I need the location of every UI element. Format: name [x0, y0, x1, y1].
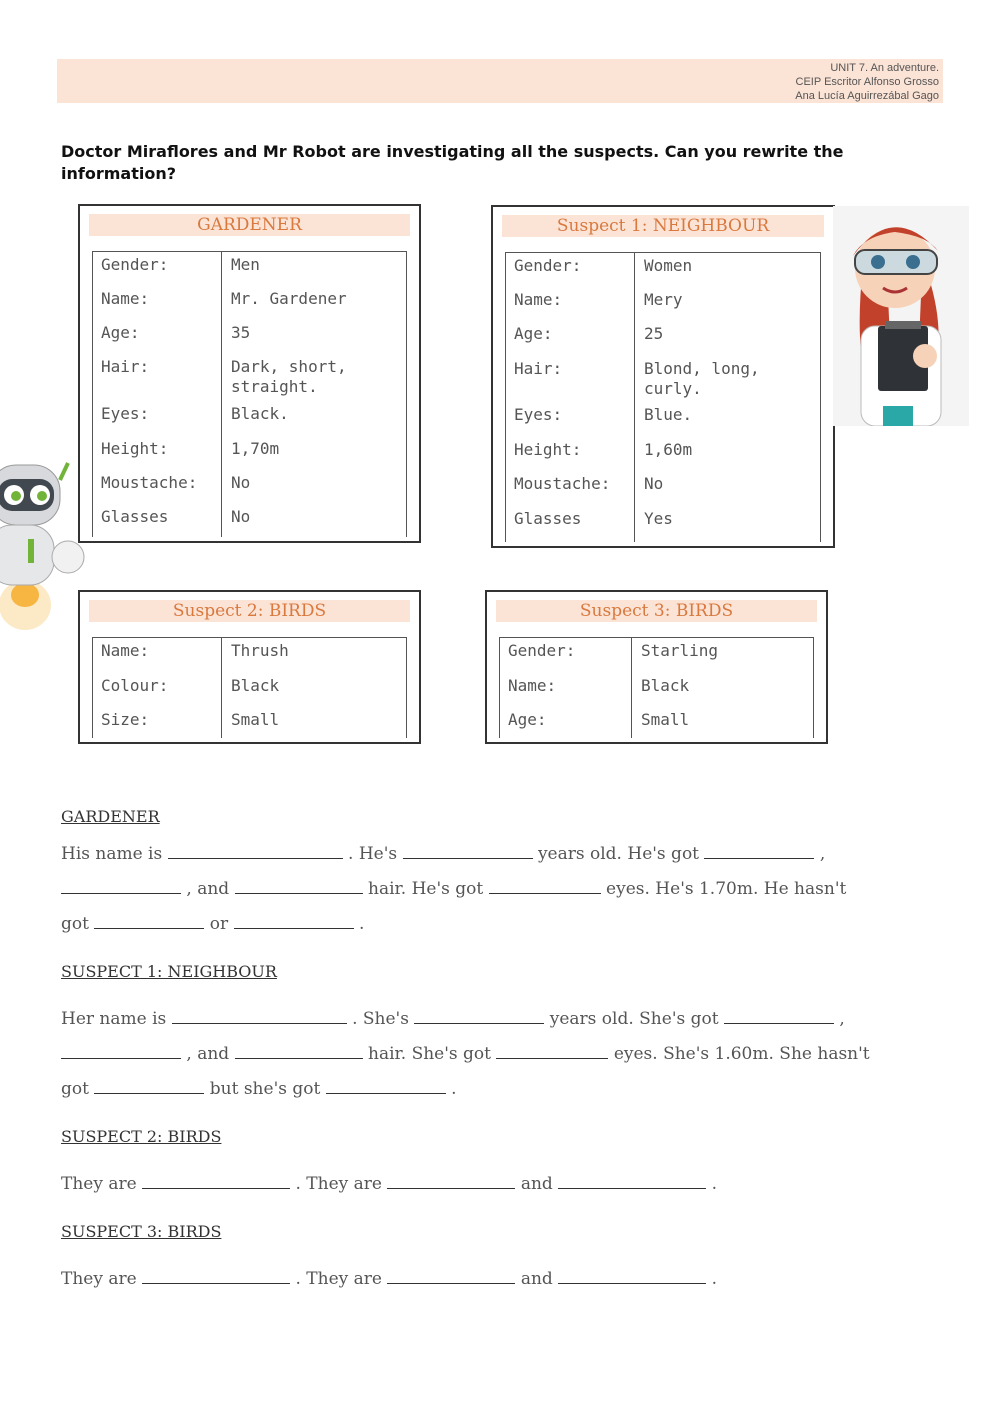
answer-blank[interactable] [496, 1044, 608, 1059]
answer-blank[interactable] [172, 1009, 347, 1024]
card-grid: Name: Thrush Colour: Black Size: Small [92, 637, 407, 738]
answer-blank[interactable] [724, 1009, 834, 1024]
card-grid: Gender: Women Name: Mery Age: 25 Hair: Blond, long, curly. Eyes: Blue. Height: 1,60m Moustache: No Glasses Yes [505, 252, 821, 542]
card-title: Suspect 1: NEIGHBOUR [502, 215, 824, 237]
section-head-birds-2: SUSPECT 2: BIRDS [61, 1127, 222, 1146]
header-author: Ana Lucía Aguirrezábal Gago [795, 90, 939, 102]
header-band [57, 59, 943, 103]
card-gardener [78, 204, 421, 543]
card-grid: Gender: Starling Name: Black Age: Small [499, 637, 814, 738]
card-birds-3 [485, 590, 828, 744]
answer-blank[interactable] [94, 914, 204, 929]
robot-illustration-icon [0, 455, 90, 635]
section-head-gardener: GARDENER [61, 807, 160, 826]
exercise-line: , and hair. He's got eyes. He's 1.70m. He hasn't [61, 879, 951, 899]
doctor-illustration-icon [833, 206, 969, 426]
header-unit: UNIT 7. An adventure. [830, 62, 939, 74]
exercise-line: They are . They are and . [61, 1269, 717, 1289]
answer-blank[interactable] [94, 1079, 204, 1094]
answer-blank[interactable] [489, 879, 601, 894]
card-title: Suspect 3: BIRDS [496, 600, 817, 622]
answer-blank[interactable] [558, 1174, 706, 1189]
answer-blank[interactable] [235, 1044, 363, 1059]
answer-blank[interactable] [326, 1079, 446, 1094]
exercise-line: His name is . He's years old. He's got , [61, 844, 826, 864]
answer-blank[interactable] [403, 844, 533, 859]
section-head-birds-3: SUSPECT 3: BIRDS [61, 1222, 222, 1241]
card-title: GARDENER [89, 214, 410, 236]
card-grid: Gender: Men Name: Mr. Gardener Age: 35 Hair: Dark, short, straight. Eyes: Black. Height: 1,70m Moustache: No Glasses No [92, 251, 407, 537]
answer-blank[interactable] [387, 1269, 515, 1284]
section-head-neighbour: SUSPECT 1: NEIGHBOUR [61, 962, 277, 981]
answer-blank[interactable] [168, 844, 343, 859]
answer-blank[interactable] [387, 1174, 515, 1189]
answer-blank[interactable] [235, 879, 363, 894]
card-birds-2 [78, 590, 421, 744]
answer-blank[interactable] [558, 1269, 706, 1284]
answer-blank[interactable] [142, 1269, 290, 1284]
answer-blank[interactable] [234, 914, 354, 929]
card-title: Suspect 2: BIRDS [89, 600, 410, 622]
exercise-line: They are . They are and . [61, 1174, 717, 1194]
card-neighbour [491, 205, 835, 548]
header-info [795, 61, 939, 103]
exercise-line: got but she's got . [61, 1079, 457, 1099]
answer-blank[interactable] [61, 879, 181, 894]
exercise-line: Her name is . She's years old. She's got , [61, 1009, 845, 1029]
header-school: CEIP Escritor Alfonso Grosso [795, 76, 939, 88]
exercise-line: , and hair. She's got eyes. She's 1.60m. She hasn't [61, 1044, 951, 1064]
answer-blank[interactable] [142, 1174, 290, 1189]
answer-blank[interactable] [61, 1044, 181, 1059]
instructions: Doctor Miraflores and Mr Robot are investigating all the suspects. Can you rewrite the information? [61, 142, 844, 183]
answer-blank[interactable] [414, 1009, 544, 1024]
exercise-line: got or . [61, 914, 365, 934]
answer-blank[interactable] [704, 844, 814, 859]
